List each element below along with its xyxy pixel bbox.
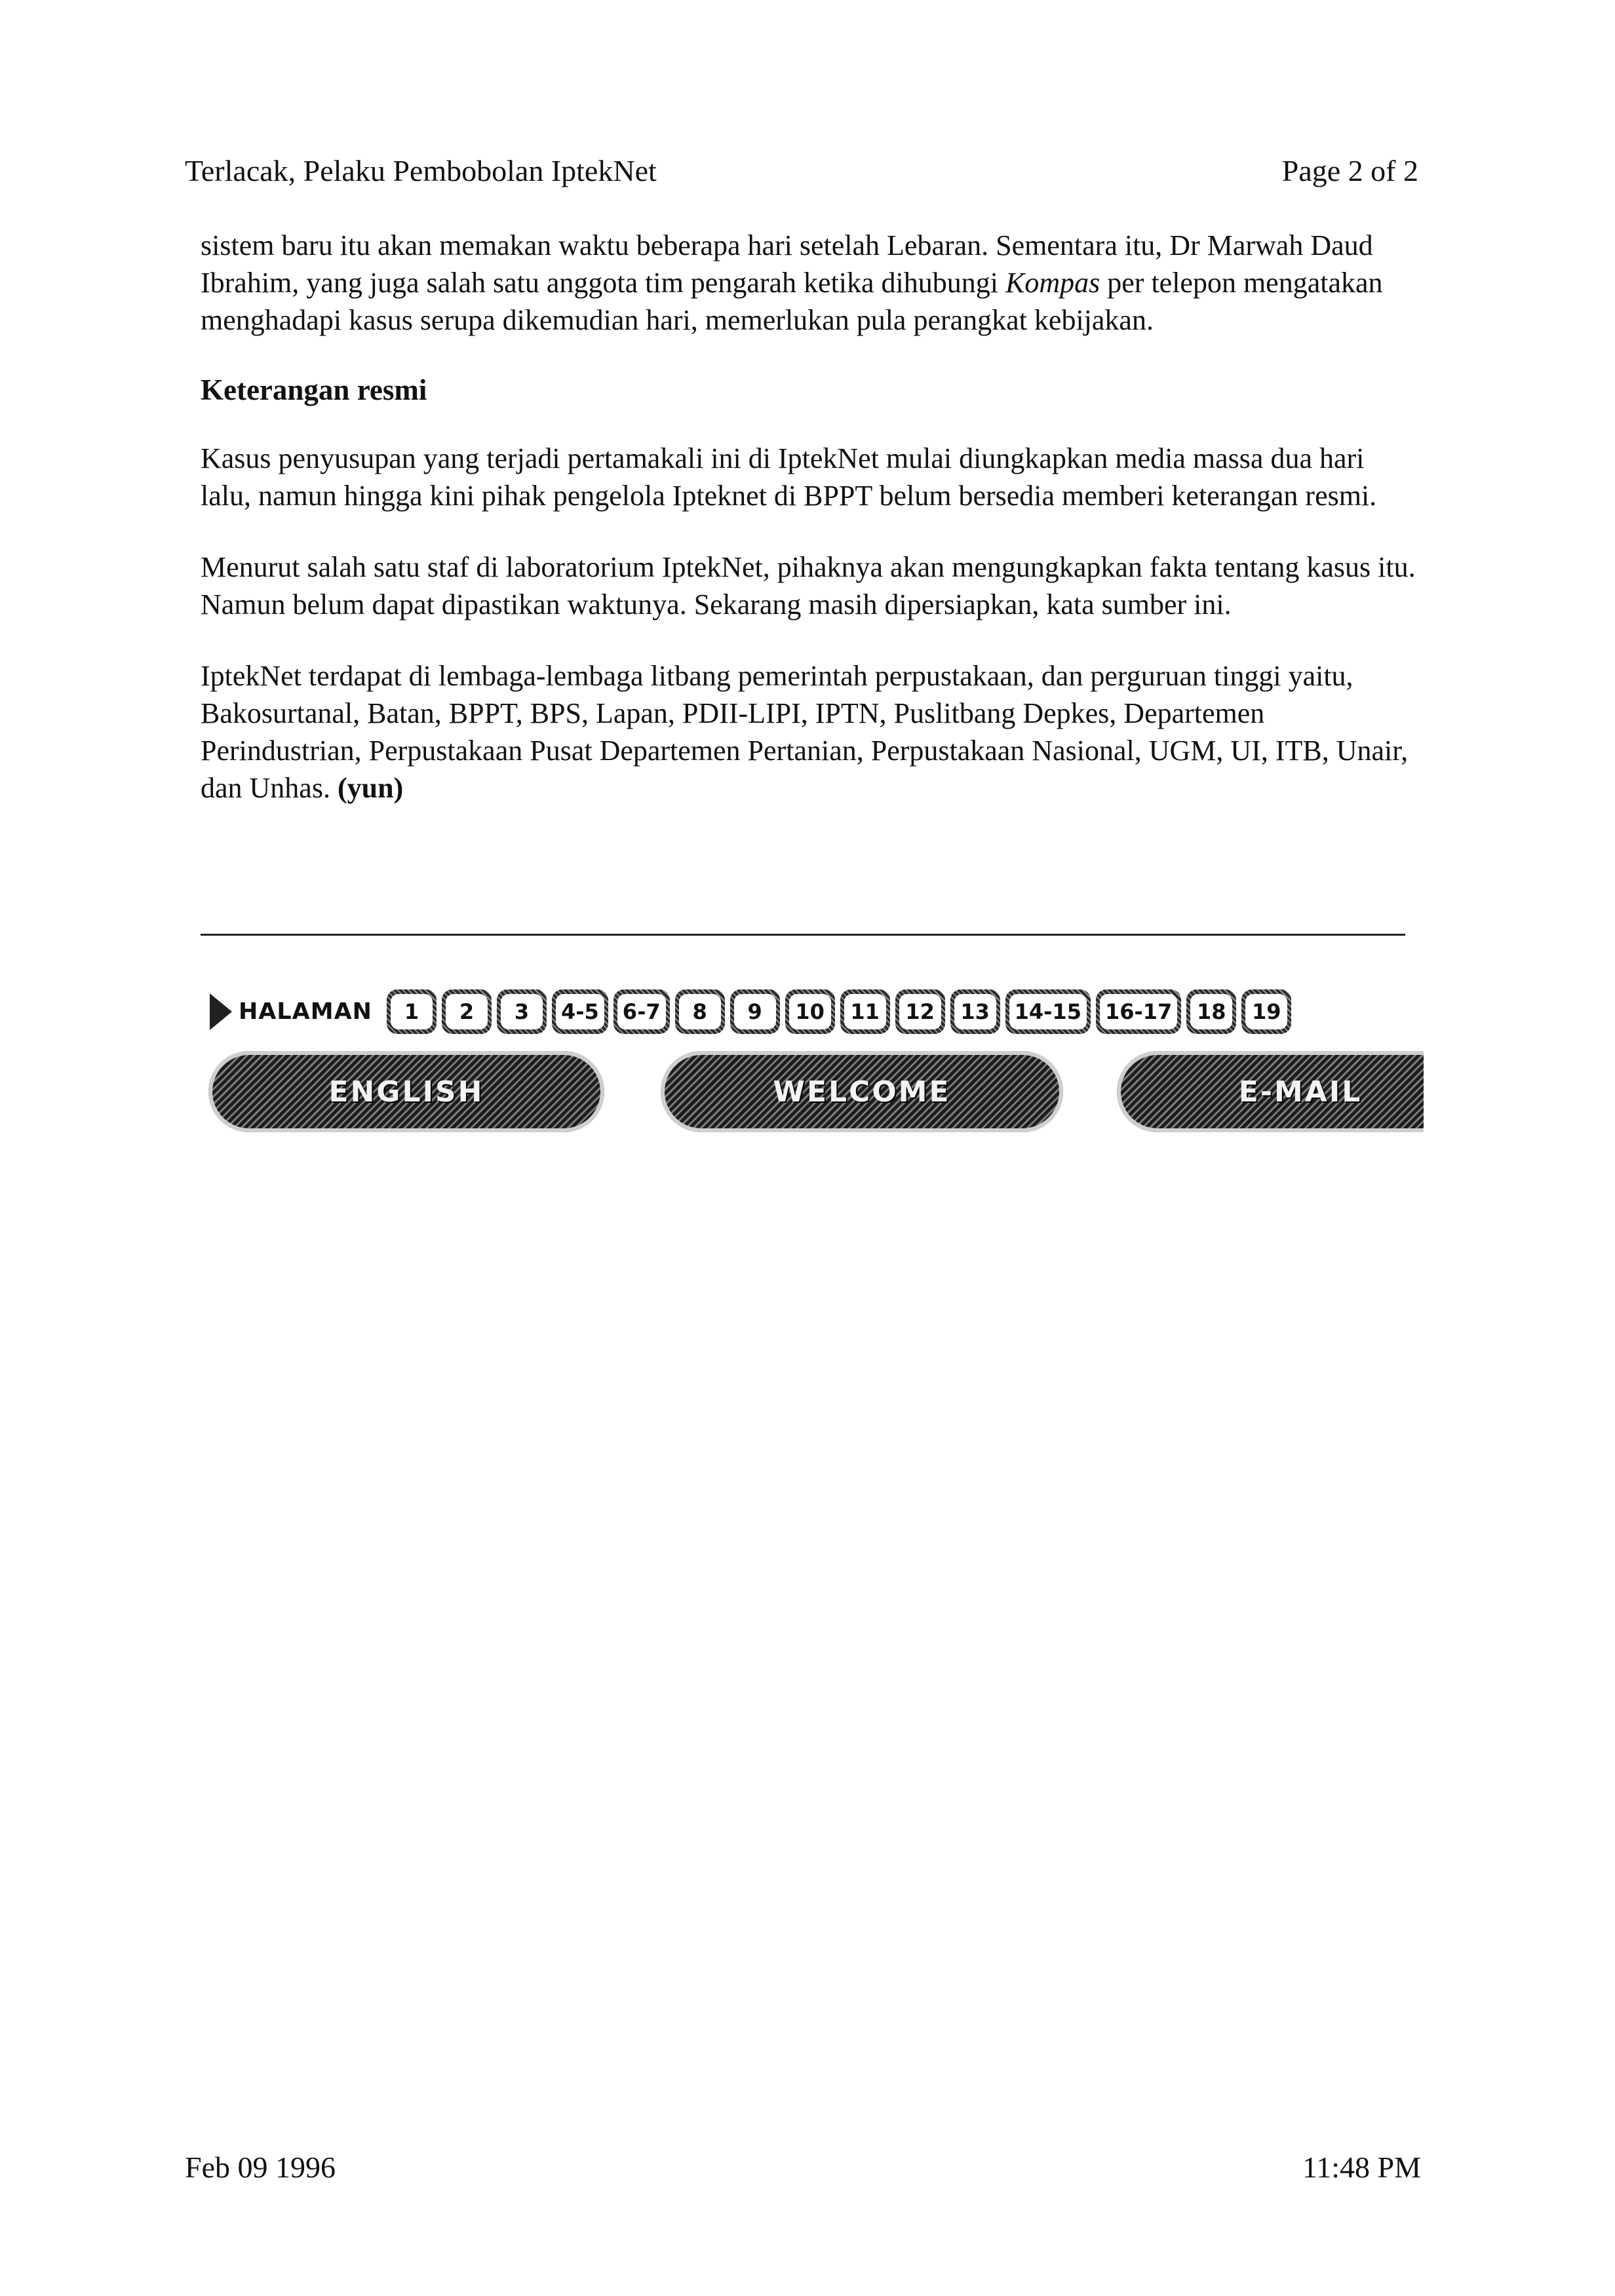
- divider-line: [201, 934, 1405, 936]
- english-button-label: ENGLISH: [328, 1075, 484, 1109]
- paragraph-text: IptekNet terdapat di lembaga-lembaga litbang pemerintah perpustakaan, dan perguruan tinggi yaitu, Bakosurtanal, Batan, BPPT, BPS, Lapan, PDII-LIPI, IPTN, Puslitbang Depkes, Departemen Perindustrian, Perpustakaan Pusat Departemen Pertanian, Perpustakaan Nasional, UGM, UI, ITB, Unair, dan Unhas.: [201, 660, 1409, 804]
- page-link-label: 18: [1190, 994, 1232, 1029]
- page-link-label: 2: [446, 994, 488, 1029]
- page-link-19[interactable]: [1241, 989, 1291, 1034]
- page-link-label: 3: [501, 994, 543, 1029]
- arrow-right-icon: [210, 993, 232, 1030]
- email-button[interactable]: [1117, 1051, 1424, 1132]
- page-indicator: Page 2 of 2: [1281, 154, 1418, 187]
- page-link-label: 12: [899, 994, 941, 1029]
- article-paragraph: Kasus penyusupan yang terjadi pertamakali ini di IptekNet mulai diungkapkan media massa dua hari lalu, namun hingga kini pihak pengelola Ipteknet di BPPT belum bersedia memberi keterangan resmi.: [201, 442, 1377, 512]
- page-link-13[interactable]: [950, 989, 1000, 1034]
- page-link-12[interactable]: [895, 989, 945, 1034]
- page-link-label: 11: [844, 994, 886, 1029]
- publication-name: Kompas: [1005, 267, 1100, 299]
- page-link-label: 10: [789, 994, 831, 1029]
- article-body: [201, 227, 1420, 841]
- print-time: 11:48 PM: [1302, 2151, 1421, 2184]
- navigation-label: HALAMAN: [239, 999, 372, 1025]
- page-link-18[interactable]: [1186, 989, 1236, 1034]
- article-paragraph: Menurut salah satu staf di laboratorium IptekNet, pihaknya akan mengungkapkan fakta tentang kasus itu. Namun belum dapat dipastikan waktunya. Sekarang masih dipersiapkan, kata sumber ini.: [201, 551, 1416, 621]
- email-button-label: E-MAIL: [1238, 1075, 1363, 1109]
- page-link-label: 9: [734, 994, 776, 1029]
- page-link-label: 13: [954, 994, 996, 1029]
- page-link-3[interactable]: [497, 989, 547, 1034]
- page-link-2[interactable]: [442, 989, 492, 1034]
- page-link-10[interactable]: [785, 989, 835, 1034]
- author-byline: (yun): [337, 772, 404, 804]
- article-paragraph: [201, 657, 1420, 807]
- page-link-label: 14-15: [1009, 994, 1087, 1029]
- page-link-label: 6-7: [617, 994, 666, 1029]
- document-title: Terlacak, Pelaku Pembobolan IptekNet: [185, 154, 657, 187]
- page-link-label: 16-17: [1100, 994, 1177, 1029]
- welcome-button-label: WELCOME: [773, 1075, 951, 1109]
- english-button[interactable]: [208, 1051, 604, 1132]
- page-link-9[interactable]: [730, 989, 780, 1034]
- page-link-1[interactable]: [387, 989, 437, 1034]
- paragraph-text: sistem baru itu akan memakan waktu beberapa hari setelah Lebaran. Sementara itu, Dr Marwah Daud Ibrahim, yang juga salah satu anggota tim pengarah ketika dihubungi: [201, 229, 1373, 299]
- print-date: Feb 09 1996: [185, 2151, 336, 2184]
- page-link-4-5[interactable]: [552, 989, 608, 1034]
- page-navigation: [210, 983, 1424, 1041]
- page-link-8[interactable]: [675, 989, 725, 1034]
- page-link-label: 4-5: [556, 994, 604, 1029]
- page-link-label: 1: [391, 994, 433, 1029]
- page-link-11[interactable]: [840, 989, 890, 1034]
- page-link-label: 19: [1245, 994, 1287, 1029]
- page-link-14-15[interactable]: [1005, 989, 1091, 1034]
- page-link-16-17[interactable]: [1096, 989, 1181, 1034]
- main-navigation-buttons: [208, 1051, 1424, 1132]
- article-paragraph: [201, 227, 1420, 339]
- section-heading: Keterangan resmi: [201, 373, 427, 406]
- paragraph-text: per telepon mengatakan menghadapi kasus serupa dikemudian hari, memerlukan pula perangkat kebijakan.: [201, 267, 1383, 336]
- page-link-label: 8: [679, 994, 721, 1029]
- page-link-6-7[interactable]: [613, 989, 670, 1034]
- welcome-button[interactable]: [661, 1051, 1063, 1132]
